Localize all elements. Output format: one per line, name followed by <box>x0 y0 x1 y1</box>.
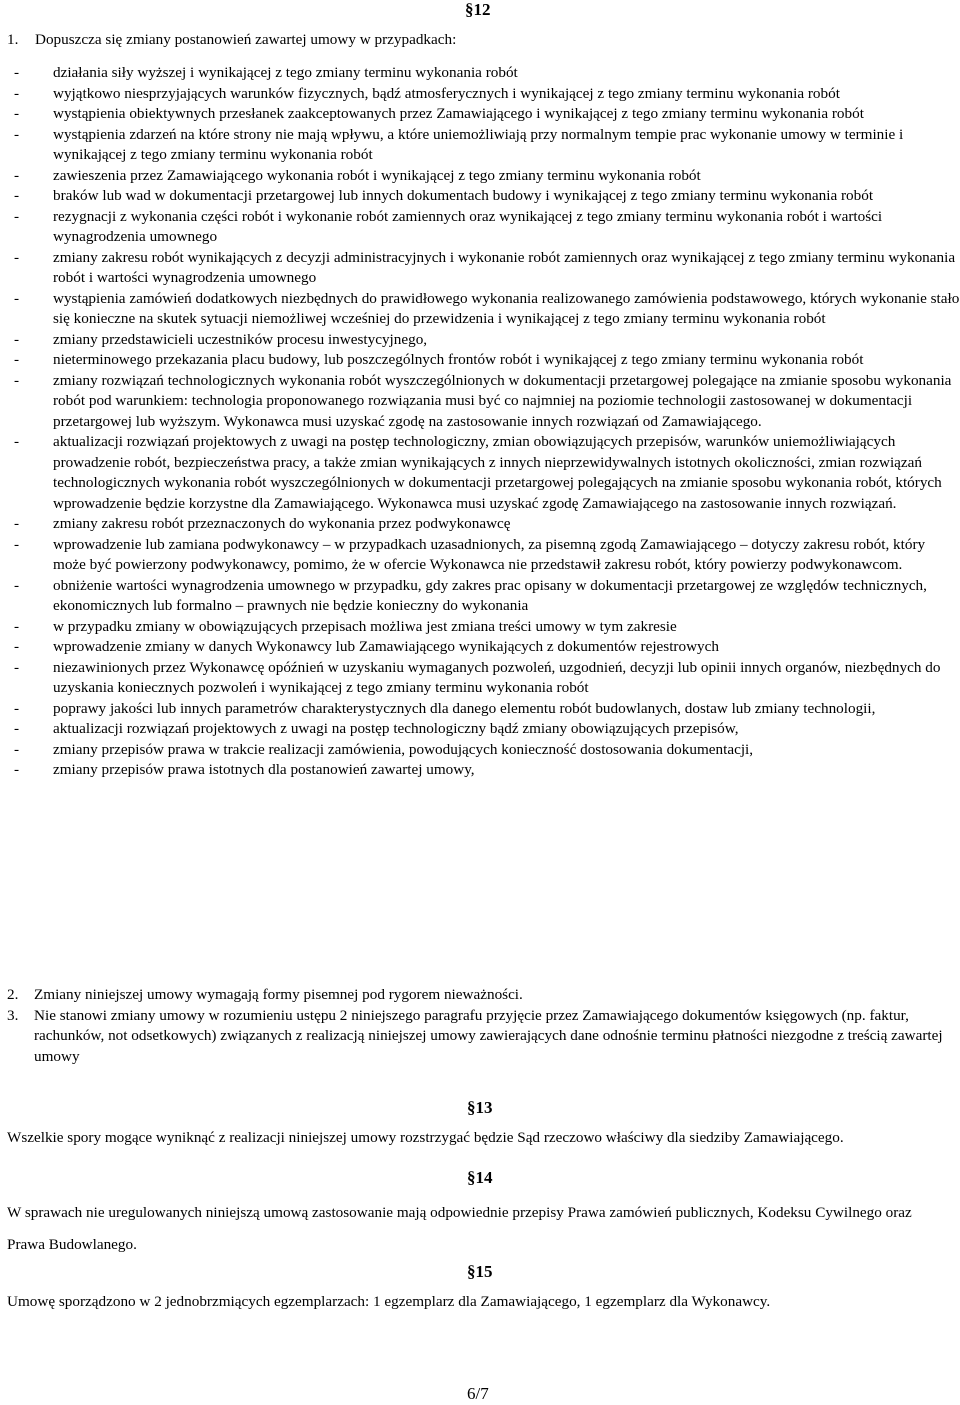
list-item: - wprowadzenie zmiany w danych Wykonawcy lub Zamawiającego wynikających z dokumentów rejestrowych <box>14 638 719 655</box>
list-item: - w przypadku zmiany w obowiązujących przepisach możliwa jest zmiana treści umowy w tym zakresie <box>14 617 677 635</box>
point-2 <box>7 985 947 1006</box>
list-item: - zmiany zakresu robót przeznaczonych do wykonania przez podwykonawcę <box>14 515 511 532</box>
change-cases-list <box>14 63 960 781</box>
list-item: - nieterminowego przekazania placu budowy, lub poszczególnych frontów robót i wynikającej z tego zmiany terminu wykonania robót <box>14 351 864 368</box>
list-item: - wystąpienia obiektywnych przesłanek zaakceptowanych przez Zamawiającego i wynikającej z tego zmiany terminu wykonania robót <box>14 105 864 122</box>
points-2-3 <box>7 985 947 1067</box>
list-item: - wyjątkowo niesprzyjających warunków fizycznych, bądź atmosferycznych i wynikającej z tego zmiany terminu wykonania robót <box>14 84 840 102</box>
list-item: - zmiany rozwiązań technologicznych wykonania robót wyszczególnionych w dokumentacji przetargowej polegające na zmianie sposobu wykonania robót pod warunkiem: technologia proponowanego rozwiązania musi być co najmniej na poziomie technologii zastosowanej w dokumentacji przetargowej lub wyższym. Wykonawca musi uzyskać zgodę na zastosowanie innych rozwiązań od Zamawiającego. <box>14 371 952 430</box>
point-2-text: Zmiany niniejszej umowy wymagają formy pisemnej pod rygorem nieważności. <box>34 986 523 1003</box>
list-item: - obniżenie wartości wynagrodzenia umownego w przypadku, gdy zakres prac opisany w dokumentacji przetargowej ze względów technicznych, ekonomicznych lub formalno – prawnych nie będzie konieczny do wykonania <box>14 576 927 614</box>
list-item: - zmiany przepisów prawa w trakcie realizacji zamówienia, powodujących konieczność dostosowania dokumentacji, <box>14 740 754 758</box>
point-2-number: 2. <box>7 986 19 1003</box>
point-1-text: Dopuszcza się zmiany postanowień zawartej umowy w przypadkach: <box>35 31 457 48</box>
point-3-text: Nie stanowi zmiany umowy w rozumieniu ustępu 2 niniejszego paragrafu przyjęcie przez Zamawiającego dokumentów księgowych (np. faktur, rachunków, not odsetkowych) związanych z realizacją niniejszej umowy zawierających dane odnośnie terminu płatności niezgodne z treścią zawartej umowy <box>34 1006 943 1065</box>
list-item: - wystąpienia zamówień dodatkowych niezbędnych do prawidłowego wykonania realizowanego zamówienia podstawowego, których wykonanie stało się konieczne na skutek sytuacji niemożliwej wcześniej do przewidzenia i wynikającej z tego zmiany terminu wykonania robót <box>14 289 960 327</box>
section-14-text: W sprawach nie uregulowanych niniejszą umową zastosowanie mają odpowiednie przepisy Prawa zamówień publicznych, Kodeksu Cywilnego oraz Prawa Budowlanego. <box>7 1204 912 1253</box>
section-15-heading: §15 <box>467 1262 493 1281</box>
section-13-heading: §13 <box>467 1098 493 1117</box>
list-item: - działania siły wyższej i wynikającej z tego zmiany terminu wykonania robót <box>14 64 518 81</box>
list-item: - aktualizacji rozwiązań projektowych z uwagi na postęp technologiczny bądź zmiany obowiązujących przepisów, <box>14 720 739 737</box>
section-13-text: Wszelkie spory mogące wyniknąć z realizacji niniejszej umowy rozstrzygać będzie Sąd rzeczowo właściwy dla siedziby Zamawiającego. <box>7 1129 844 1146</box>
list-item: - niezawinionych przez Wykonawcę opóźnień w uzyskaniu wymaganych pozwoleń, uzgodnień, decyzji lub opinii innych organów, niezbędnych do uzyskania koniecznych pozwoleń i wynikającej z tego zmiany terminu wykonania robót <box>14 658 941 696</box>
point-1 <box>7 30 456 51</box>
page-number: 6/7 <box>467 1384 489 1403</box>
point-1-number: 1. <box>7 31 19 48</box>
list-item: - wprowadzenie lub zamiana podwykonawcy – w przypadkach uzasadnionych, za pisemną zgodą Zamawiającego – dotyczy zakresu robót, który może być powierzony podwykonawcy, pomimo, że w ofercie Wykonawca nie przedstawił zakresu robót, który powierzy podwykonawcom. <box>14 535 926 573</box>
list-item: - braków lub wad w dokumentacji przetargowej lub innych dokumentach budowy i wynikającej z tego zmiany terminu wykonania robót <box>14 187 874 204</box>
list-item: - zmiany przepisów prawa istotnych dla postanowień zawartej umowy, <box>14 761 475 778</box>
list-item: - zawieszenia przez Zamawiającego wykonania robót i wynikającej z tego zmiany terminu wykonania robót <box>14 166 701 184</box>
list-item: - zmiany przedstawicieli uczestników procesu inwestycyjnego, <box>14 330 428 348</box>
list-item: - poprawy jakości lub innych parametrów charakterystycznych dla danego elementu robót budowlanych, dostaw lub zmiany technologii, <box>14 699 876 717</box>
point-3-number: 3. <box>7 1006 19 1024</box>
list-item: - rezygnacji z wykonania części robót i wykonanie robót zamiennych oraz wynikającej z tego zmiany terminu wykonania robót i wartości wynagrodzenia umownego <box>14 207 883 245</box>
list-item: - wystąpienia zdarzeń na które strony nie mają wpływu, a które uniemożliwiają przy normalnym tempie prac wykonanie umowy w terminie i wynikającej z tego zmiany terminu wykonania robót <box>14 125 904 163</box>
section-12-heading: §12 <box>465 0 491 19</box>
list-item: - zmiany zakresu robót wynikających z decyzji administracyjnych i wykonanie robót zamiennych oraz wynikającej z tego zmiany terminu wykonania robót i wartości wynagrodzenia umownego <box>14 248 956 286</box>
list-item: - aktualizacji rozwiązań projektowych z uwagi na postęp technologiczny, zmian obowiązujących przepisów, warunków uniemożliwiających prowadzenie robót, bezpieczeństwa pracy, a także zmian wynikających z innych nieprzewidywalnych istotnych okoliczności, zmian rozwiązań technologicznych wykonania robót wyszczególnionych w dokumentacji przetargowej polegających na zmianie sposobu wykonania robót, których wprowadzenie będzie korzystne dla Zamawiającego. Wykonawca musi uzyskać zgodę Zamawiającego na zastosowanie innych rozwiązań. <box>14 433 942 512</box>
section-15-text: Umowę sporządzono w 2 jednobrzmiących egzemplarzach: 1 egzemplarz dla Zamawiającego, 1 egzemplarz dla Wykonawcy. <box>7 1293 771 1310</box>
point-3 <box>7 1006 947 1068</box>
section-14-heading: §14 <box>467 1168 493 1187</box>
